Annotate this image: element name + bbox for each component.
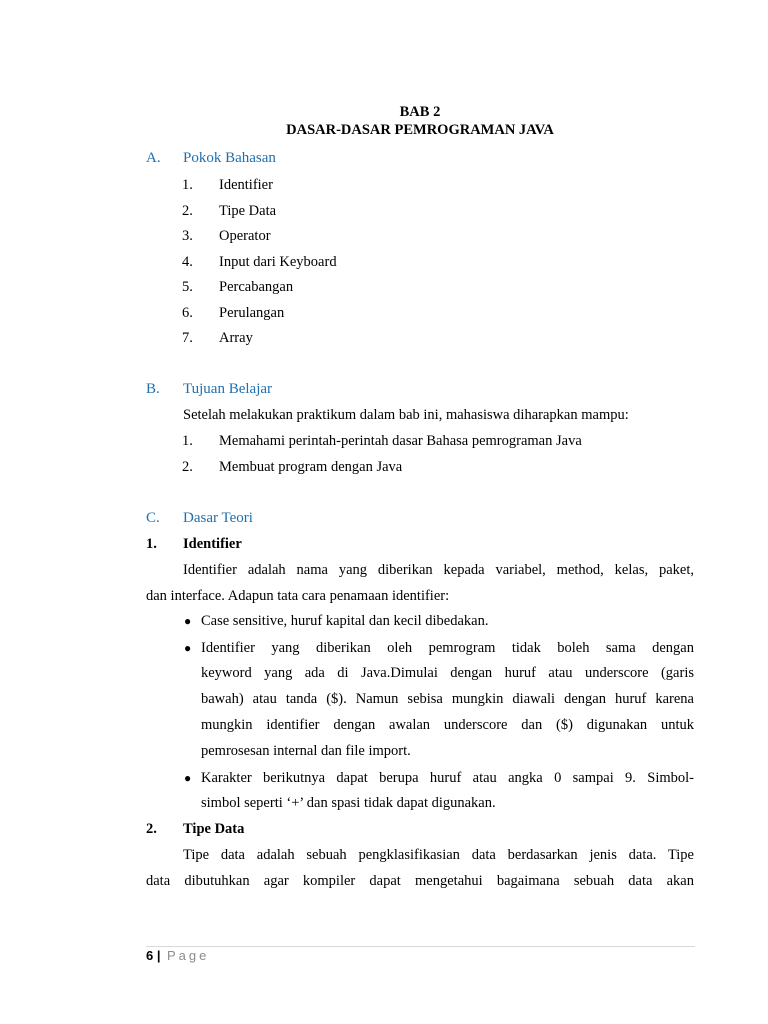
- bullet-line: Case sensitive, huruf kapital dan kecil dibedakan.: [201, 613, 489, 629]
- list-item-number: 4.: [182, 254, 193, 270]
- bullet-line: Karakter berikutnya dapat berupa huruf atau angka 0 sampai 9. Simbol-: [201, 770, 694, 786]
- section-b-intro: Setelah melakukan praktikum dalam bab ini, mahasiswa diharapkan mampu:: [183, 407, 629, 423]
- list-item-text: Tipe Data: [219, 203, 277, 219]
- section-c-title: Dasar Teori: [183, 510, 253, 526]
- subsection-title: Tipe Data: [183, 821, 245, 837]
- section-b-letter: B.: [146, 381, 160, 397]
- list-item-text: Array: [219, 330, 253, 346]
- footer-separator: |: [156, 948, 161, 963]
- subsection-number: 2.: [146, 821, 157, 837]
- bullet-line: keyword yang ada di Java.Dimulai dengan huruf atau underscore (garis: [201, 665, 694, 681]
- bullet-line: mungkin identifier dengan awalan underscore dan ($) digunakan untuk: [201, 717, 694, 733]
- list-item-text: Percabangan: [219, 279, 294, 295]
- paragraph-line: dan interface. Adapun tata cara penamaan identifier:: [146, 588, 450, 604]
- chapter-title: DASAR-DASAR PEMROGRAMAN JAVA: [286, 122, 554, 138]
- page-number-value: 6: [146, 948, 154, 963]
- bullet-dot: ●: [184, 614, 192, 628]
- list-item-number: 6.: [182, 305, 193, 321]
- list-item-text: Perulangan: [219, 305, 285, 321]
- section-a-title: Pokok Bahasan: [183, 150, 276, 166]
- list-item-text: Operator: [219, 228, 271, 244]
- list-item-text: Input dari Keyboard: [219, 254, 337, 270]
- list-item-number: 7.: [182, 330, 193, 346]
- list-item-number: 3.: [182, 228, 193, 244]
- bullet-line: Identifier yang diberikan oleh pemrogram tidak boleh sama dengan: [201, 640, 694, 656]
- list-item-number: 5.: [182, 279, 193, 295]
- bullet-dot: ●: [184, 641, 192, 655]
- paragraph-line: Tipe data adalah sebuah pengklasifikasian data berdasarkan jenis data. Tipe: [183, 847, 694, 863]
- list-item-text: Membuat program dengan Java: [219, 459, 403, 475]
- list-item-text: Memahami perintah-perintah dasar Bahasa pemrograman Java: [219, 433, 582, 449]
- list-item-number: 1.: [182, 177, 193, 193]
- bullet-line: pemrosesan internal dan file import.: [201, 743, 411, 759]
- list-item-number: 2.: [182, 459, 193, 475]
- section-a-letter: A.: [146, 150, 161, 166]
- page-label: Page: [167, 948, 210, 963]
- list-item-number: 1.: [182, 433, 193, 449]
- list-item-number: 2.: [182, 203, 193, 219]
- paragraph-line: Identifier adalah nama yang diberikan kepada variabel, method, kelas, paket,: [183, 562, 694, 578]
- list-item-text: Identifier: [219, 177, 273, 193]
- subsection-number: 1.: [146, 536, 157, 552]
- section-c-letter: C.: [146, 510, 160, 526]
- paragraph-line: data dibutuhkan agar kompiler dapat mengetahui bagaimana sebuah data akan: [146, 873, 694, 889]
- bullet-line: bawah) atau tanda ($). Namun sebisa mungkin diawali dengan huruf karena: [201, 691, 694, 707]
- chapter-number: BAB 2: [399, 104, 441, 120]
- section-b-title: Tujuan Belajar: [183, 381, 273, 397]
- bullet-line: simbol seperti ‘+’ dan spasi tidak dapat digunakan.: [201, 795, 496, 811]
- bullet-dot: ●: [184, 771, 192, 785]
- page-number: [146, 948, 161, 963]
- subsection-title: Identifier: [183, 536, 242, 552]
- footer-divider: [146, 946, 695, 947]
